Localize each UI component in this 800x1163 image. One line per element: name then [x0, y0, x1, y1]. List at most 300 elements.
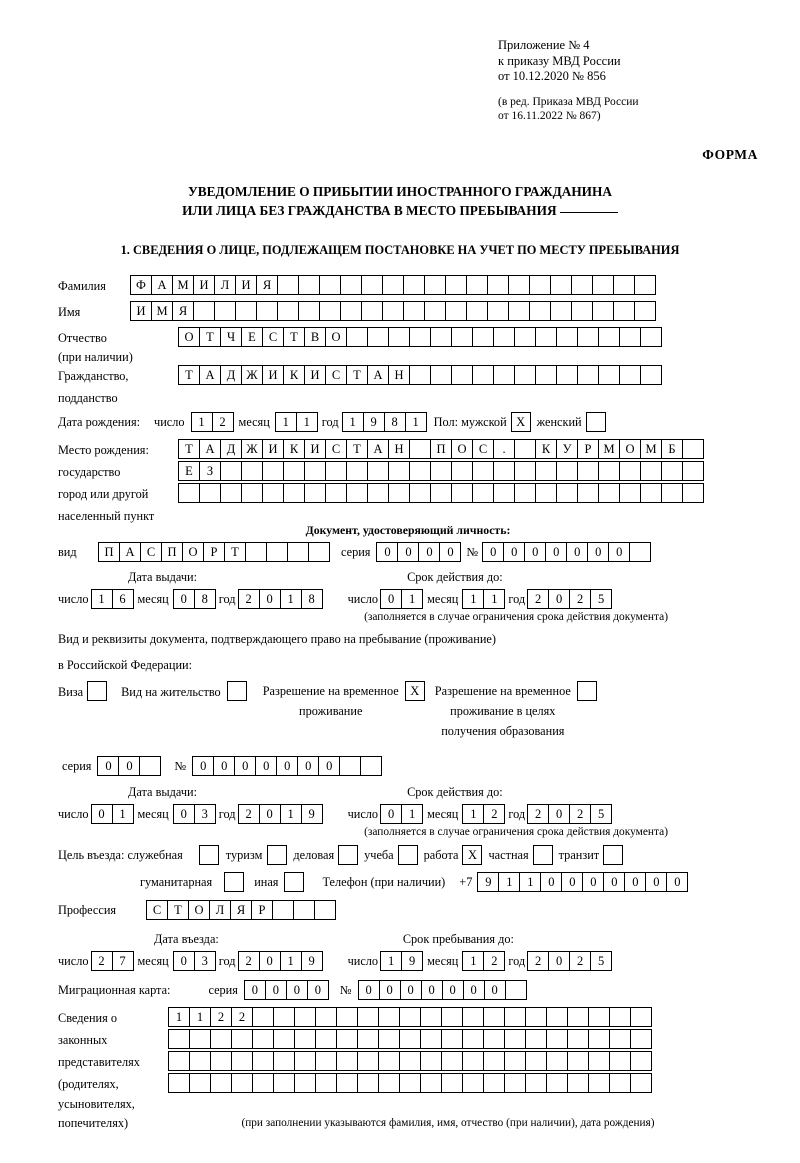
- form-cell[interactable]: [210, 1051, 232, 1071]
- birth-place-row-3-input[interactable]: [178, 483, 703, 503]
- form-cell[interactable]: [567, 1051, 589, 1071]
- form-cell[interactable]: 0: [297, 756, 319, 776]
- form-cell[interactable]: [388, 461, 410, 481]
- form-cell[interactable]: [168, 1029, 190, 1049]
- form-cell[interactable]: 8: [384, 412, 406, 432]
- form-cell[interactable]: [430, 327, 452, 347]
- form-cell[interactable]: П: [161, 542, 183, 562]
- form-cell[interactable]: [466, 301, 488, 321]
- form-cell[interactable]: [378, 1029, 400, 1049]
- form-cell[interactable]: [336, 1073, 358, 1093]
- form-cell[interactable]: [315, 1051, 337, 1071]
- form-cell[interactable]: [525, 1007, 547, 1027]
- form-cell[interactable]: О: [188, 900, 210, 920]
- form-cell[interactable]: 8: [194, 589, 216, 609]
- form-cell[interactable]: 2: [91, 951, 113, 971]
- form-cell[interactable]: 1: [462, 804, 484, 824]
- form-cell[interactable]: 0: [118, 756, 140, 776]
- form-cell[interactable]: П: [430, 439, 452, 459]
- form-cell[interactable]: [199, 483, 221, 503]
- form-cell[interactable]: А: [119, 542, 141, 562]
- form-cell[interactable]: П: [98, 542, 120, 562]
- form-cell[interactable]: [529, 275, 551, 295]
- form-cell[interactable]: [314, 900, 336, 920]
- form-cell[interactable]: 7: [112, 951, 134, 971]
- purpose-tourism-checkbox[interactable]: [267, 845, 287, 865]
- form-cell[interactable]: [336, 1007, 358, 1027]
- form-cell[interactable]: Т: [346, 439, 368, 459]
- form-cell[interactable]: [252, 1029, 274, 1049]
- form-cell[interactable]: [487, 301, 509, 321]
- form-cell[interactable]: [409, 461, 431, 481]
- form-cell[interactable]: [241, 461, 263, 481]
- doc-series-input[interactable]: [376, 542, 460, 562]
- form-cell[interactable]: [399, 1073, 421, 1093]
- form-cell[interactable]: [483, 1051, 505, 1071]
- form-cell[interactable]: Б: [661, 439, 683, 459]
- form-cell[interactable]: [357, 1051, 379, 1071]
- form-cell[interactable]: [634, 301, 656, 321]
- form-cell[interactable]: 0: [192, 756, 214, 776]
- form-cell[interactable]: [420, 1051, 442, 1071]
- form-cell[interactable]: [319, 275, 341, 295]
- form-cell[interactable]: [472, 365, 494, 385]
- form-cell[interactable]: [360, 756, 382, 776]
- form-cell[interactable]: [640, 365, 662, 385]
- form-cell[interactable]: 0: [582, 872, 604, 892]
- form-cell[interactable]: [556, 461, 578, 481]
- form-cell[interactable]: 0: [548, 589, 570, 609]
- form-cell[interactable]: 0: [380, 589, 402, 609]
- form-cell[interactable]: 0: [666, 872, 688, 892]
- doc-issue-day-input[interactable]: [91, 589, 133, 609]
- form-cell[interactable]: [514, 365, 536, 385]
- form-cell[interactable]: О: [325, 327, 347, 347]
- form-cell[interactable]: 0: [439, 542, 461, 562]
- form-cell[interactable]: Ж: [241, 439, 263, 459]
- form-cell[interactable]: С: [472, 439, 494, 459]
- form-cell[interactable]: [388, 483, 410, 503]
- sex-male-checkbox[interactable]: X: [511, 412, 531, 432]
- form-cell[interactable]: [315, 1073, 337, 1093]
- form-cell[interactable]: [556, 327, 578, 347]
- form-cell[interactable]: А: [367, 439, 389, 459]
- right-issue-year-input[interactable]: [238, 804, 322, 824]
- birth-year-input[interactable]: [342, 412, 426, 432]
- form-cell[interactable]: С: [325, 439, 347, 459]
- form-cell[interactable]: 0: [259, 951, 281, 971]
- form-cell[interactable]: Л: [214, 275, 236, 295]
- form-cell[interactable]: М: [640, 439, 662, 459]
- form-cell[interactable]: [294, 1007, 316, 1027]
- form-cell[interactable]: [378, 1007, 400, 1027]
- form-cell[interactable]: [451, 365, 473, 385]
- form-cell[interactable]: [336, 1051, 358, 1071]
- form-cell[interactable]: Т: [178, 365, 200, 385]
- form-cell[interactable]: 1: [380, 951, 402, 971]
- form-cell[interactable]: [588, 1051, 610, 1071]
- form-cell[interactable]: [493, 461, 515, 481]
- form-cell[interactable]: [613, 275, 635, 295]
- stay-day-input[interactable]: [380, 951, 422, 971]
- form-cell[interactable]: [178, 483, 200, 503]
- form-cell[interactable]: [403, 275, 425, 295]
- doc-number-input[interactable]: [482, 542, 650, 562]
- form-cell[interactable]: [277, 301, 299, 321]
- form-cell[interactable]: И: [304, 365, 326, 385]
- form-cell[interactable]: [567, 1007, 589, 1027]
- form-cell[interactable]: 1: [405, 412, 427, 432]
- form-cell[interactable]: 2: [238, 951, 260, 971]
- form-cell[interactable]: Т: [283, 327, 305, 347]
- form-cell[interactable]: [304, 461, 326, 481]
- form-cell[interactable]: [361, 275, 383, 295]
- form-cell[interactable]: 0: [97, 756, 119, 776]
- right-issue-month-input[interactable]: [173, 804, 215, 824]
- form-cell[interactable]: [231, 1073, 253, 1093]
- form-cell[interactable]: [210, 1029, 232, 1049]
- form-cell[interactable]: М: [151, 301, 173, 321]
- form-cell[interactable]: 0: [318, 756, 340, 776]
- form-cell[interactable]: [420, 1073, 442, 1093]
- form-cell[interactable]: [424, 301, 446, 321]
- form-cell[interactable]: [273, 1029, 295, 1049]
- form-cell[interactable]: 2: [527, 951, 549, 971]
- form-cell[interactable]: [262, 483, 284, 503]
- form-cell[interactable]: [189, 1029, 211, 1049]
- form-cell[interactable]: К: [535, 439, 557, 459]
- form-cell[interactable]: [388, 327, 410, 347]
- form-cell[interactable]: [441, 1007, 463, 1027]
- doc-issue-month-input[interactable]: [173, 589, 215, 609]
- form-cell[interactable]: [682, 439, 704, 459]
- form-cell[interactable]: М: [172, 275, 194, 295]
- form-cell[interactable]: [266, 542, 288, 562]
- form-cell[interactable]: [609, 1073, 631, 1093]
- form-cell[interactable]: [504, 1051, 526, 1071]
- form-cell[interactable]: [441, 1073, 463, 1093]
- form-cell[interactable]: [441, 1029, 463, 1049]
- form-cell[interactable]: [577, 483, 599, 503]
- form-cell[interactable]: 2: [569, 951, 591, 971]
- stay-month-input[interactable]: [462, 951, 504, 971]
- form-cell[interactable]: 2: [238, 804, 260, 824]
- form-cell[interactable]: С: [140, 542, 162, 562]
- form-cell[interactable]: 5: [590, 951, 612, 971]
- form-cell[interactable]: 0: [213, 756, 235, 776]
- form-cell[interactable]: О: [182, 542, 204, 562]
- form-cell[interactable]: Е: [178, 461, 200, 481]
- form-cell[interactable]: [508, 301, 530, 321]
- form-cell[interactable]: [256, 301, 278, 321]
- form-cell[interactable]: [210, 1073, 232, 1093]
- form-cell[interactable]: 2: [483, 804, 505, 824]
- form-cell[interactable]: 0: [645, 872, 667, 892]
- form-cell[interactable]: [514, 461, 536, 481]
- form-cell[interactable]: [535, 461, 557, 481]
- form-cell[interactable]: [525, 1073, 547, 1093]
- form-cell[interactable]: И: [304, 439, 326, 459]
- form-cell[interactable]: К: [283, 365, 305, 385]
- doc-valid-month-input[interactable]: [462, 589, 504, 609]
- form-cell[interactable]: 0: [376, 542, 398, 562]
- purpose-work-checkbox[interactable]: X: [462, 845, 482, 865]
- form-cell[interactable]: [514, 483, 536, 503]
- form-cell[interactable]: [619, 327, 641, 347]
- form-cell[interactable]: [445, 301, 467, 321]
- form-cell[interactable]: 0: [173, 804, 195, 824]
- form-cell[interactable]: [424, 275, 446, 295]
- form-cell[interactable]: [272, 900, 294, 920]
- form-cell[interactable]: В: [304, 327, 326, 347]
- birth-day-input[interactable]: [191, 412, 233, 432]
- form-cell[interactable]: 2: [569, 804, 591, 824]
- form-cell[interactable]: 2: [231, 1007, 253, 1027]
- form-cell[interactable]: [293, 900, 315, 920]
- doc-issue-year-input[interactable]: [238, 589, 322, 609]
- form-cell[interactable]: Р: [577, 439, 599, 459]
- form-cell[interactable]: [567, 1029, 589, 1049]
- form-cell[interactable]: 1: [91, 589, 113, 609]
- birth-place-row-2-input[interactable]: [178, 461, 703, 481]
- form-cell[interactable]: 1: [112, 804, 134, 824]
- form-cell[interactable]: [252, 1007, 274, 1027]
- form-cell[interactable]: [472, 461, 494, 481]
- form-cell[interactable]: [546, 1029, 568, 1049]
- form-cell[interactable]: 0: [545, 542, 567, 562]
- form-cell[interactable]: 1: [342, 412, 364, 432]
- form-cell[interactable]: [493, 483, 515, 503]
- form-cell[interactable]: С: [146, 900, 168, 920]
- form-cell[interactable]: [283, 461, 305, 481]
- form-cell[interactable]: 0: [379, 980, 401, 1000]
- form-cell[interactable]: 0: [265, 980, 287, 1000]
- form-cell[interactable]: Т: [224, 542, 246, 562]
- right-valid-day-input[interactable]: [380, 804, 422, 824]
- stay-year-input[interactable]: [527, 951, 611, 971]
- form-cell[interactable]: 0: [463, 980, 485, 1000]
- legal-rep-row-4-input[interactable]: [168, 1073, 651, 1093]
- form-cell[interactable]: [340, 275, 362, 295]
- form-cell[interactable]: [505, 980, 527, 1000]
- form-cell[interactable]: 8: [301, 589, 323, 609]
- form-cell[interactable]: [420, 1007, 442, 1027]
- form-cell[interactable]: О: [619, 439, 641, 459]
- form-cell[interactable]: 0: [418, 542, 440, 562]
- form-cell[interactable]: 5: [590, 589, 612, 609]
- form-cell[interactable]: [336, 1029, 358, 1049]
- form-cell[interactable]: [346, 461, 368, 481]
- form-cell[interactable]: [235, 301, 257, 321]
- form-cell[interactable]: [273, 1007, 295, 1027]
- form-cell[interactable]: [567, 1073, 589, 1093]
- form-cell[interactable]: [514, 439, 536, 459]
- form-cell[interactable]: 2: [212, 412, 234, 432]
- form-cell[interactable]: [168, 1051, 190, 1071]
- form-cell[interactable]: [483, 1007, 505, 1027]
- right-doc-number-input[interactable]: [192, 756, 381, 776]
- form-cell[interactable]: [382, 301, 404, 321]
- form-cell[interactable]: Н: [388, 365, 410, 385]
- form-cell[interactable]: [483, 1029, 505, 1049]
- form-cell[interactable]: [514, 327, 536, 347]
- form-cell[interactable]: 0: [276, 756, 298, 776]
- form-cell[interactable]: 0: [482, 542, 504, 562]
- form-cell[interactable]: 0: [603, 872, 625, 892]
- form-cell[interactable]: Н: [388, 439, 410, 459]
- form-cell[interactable]: 9: [363, 412, 385, 432]
- form-cell[interactable]: 0: [484, 980, 506, 1000]
- form-cell[interactable]: 0: [442, 980, 464, 1000]
- form-cell[interactable]: 2: [238, 589, 260, 609]
- form-cell[interactable]: [462, 1007, 484, 1027]
- form-cell[interactable]: [598, 461, 620, 481]
- form-cell[interactable]: [619, 365, 641, 385]
- form-cell[interactable]: 9: [401, 951, 423, 971]
- form-cell[interactable]: [262, 461, 284, 481]
- form-cell[interactable]: [462, 1051, 484, 1071]
- form-cell[interactable]: Ф: [130, 275, 152, 295]
- form-cell[interactable]: [399, 1007, 421, 1027]
- form-cell[interactable]: [273, 1073, 295, 1093]
- form-cell[interactable]: [441, 1051, 463, 1071]
- form-cell[interactable]: [504, 1007, 526, 1027]
- form-cell[interactable]: 3: [194, 804, 216, 824]
- form-cell[interactable]: [609, 1051, 631, 1071]
- form-cell[interactable]: И: [193, 275, 215, 295]
- form-cell[interactable]: [630, 1029, 652, 1049]
- form-cell[interactable]: [430, 483, 452, 503]
- form-cell[interactable]: [598, 365, 620, 385]
- form-cell[interactable]: [525, 1029, 547, 1049]
- form-cell[interactable]: Т: [346, 365, 368, 385]
- form-cell[interactable]: 2: [210, 1007, 232, 1027]
- form-cell[interactable]: [661, 483, 683, 503]
- form-cell[interactable]: [535, 365, 557, 385]
- purpose-transit-checkbox[interactable]: [603, 845, 623, 865]
- form-cell[interactable]: [629, 542, 651, 562]
- form-cell[interactable]: М: [598, 439, 620, 459]
- purpose-service-checkbox[interactable]: [199, 845, 219, 865]
- form-cell[interactable]: 2: [527, 804, 549, 824]
- form-cell[interactable]: [483, 1073, 505, 1093]
- form-cell[interactable]: [189, 1073, 211, 1093]
- form-cell[interactable]: [487, 275, 509, 295]
- form-cell[interactable]: [367, 327, 389, 347]
- form-cell[interactable]: [403, 301, 425, 321]
- form-cell[interactable]: 1: [519, 872, 541, 892]
- form-cell[interactable]: [546, 1073, 568, 1093]
- form-cell[interactable]: 2: [569, 589, 591, 609]
- purpose-other-checkbox[interactable]: [284, 872, 304, 892]
- form-cell[interactable]: И: [262, 365, 284, 385]
- form-cell[interactable]: [304, 483, 326, 503]
- form-cell[interactable]: [592, 301, 614, 321]
- form-cell[interactable]: [294, 1029, 316, 1049]
- form-cell[interactable]: 0: [286, 980, 308, 1000]
- form-cell[interactable]: [430, 365, 452, 385]
- form-cell[interactable]: Т: [199, 327, 221, 347]
- form-cell[interactable]: [634, 275, 656, 295]
- form-cell[interactable]: 1: [189, 1007, 211, 1027]
- form-cell[interactable]: А: [199, 439, 221, 459]
- form-cell[interactable]: 6: [112, 589, 134, 609]
- form-cell[interactable]: [577, 365, 599, 385]
- form-cell[interactable]: [529, 301, 551, 321]
- form-cell[interactable]: [556, 483, 578, 503]
- form-cell[interactable]: [346, 483, 368, 503]
- temp-residence-checkbox[interactable]: X: [405, 681, 425, 701]
- form-cell[interactable]: 3: [194, 951, 216, 971]
- form-cell[interactable]: [315, 1007, 337, 1027]
- form-cell[interactable]: [619, 461, 641, 481]
- form-cell[interactable]: А: [367, 365, 389, 385]
- form-cell[interactable]: 1: [498, 872, 520, 892]
- form-cell[interactable]: 0: [244, 980, 266, 1000]
- form-cell[interactable]: С: [325, 365, 347, 385]
- form-cell[interactable]: Ж: [241, 365, 263, 385]
- form-cell[interactable]: Е: [241, 327, 263, 347]
- form-cell[interactable]: [556, 365, 578, 385]
- birth-month-input[interactable]: [275, 412, 317, 432]
- form-cell[interactable]: [378, 1073, 400, 1093]
- surname-input[interactable]: [130, 275, 655, 295]
- form-cell[interactable]: 0: [524, 542, 546, 562]
- form-cell[interactable]: 0: [400, 980, 422, 1000]
- form-cell[interactable]: [619, 483, 641, 503]
- form-cell[interactable]: [630, 1073, 652, 1093]
- form-cell[interactable]: Р: [251, 900, 273, 920]
- form-cell[interactable]: [139, 756, 161, 776]
- form-cell[interactable]: [546, 1051, 568, 1071]
- legal-rep-row-1-input[interactable]: [168, 1007, 651, 1027]
- form-cell[interactable]: 0: [540, 872, 562, 892]
- form-cell[interactable]: Я: [256, 275, 278, 295]
- form-cell[interactable]: [588, 1007, 610, 1027]
- form-cell[interactable]: [682, 461, 704, 481]
- form-cell[interactable]: Р: [203, 542, 225, 562]
- doc-valid-year-input[interactable]: [527, 589, 611, 609]
- form-cell[interactable]: [382, 275, 404, 295]
- form-cell[interactable]: [504, 1029, 526, 1049]
- form-cell[interactable]: [430, 461, 452, 481]
- form-cell[interactable]: [252, 1051, 274, 1071]
- form-cell[interactable]: Я: [172, 301, 194, 321]
- name-input[interactable]: [130, 301, 655, 321]
- form-cell[interactable]: [241, 483, 263, 503]
- form-cell[interactable]: [357, 1007, 379, 1027]
- form-cell[interactable]: [493, 327, 515, 347]
- form-cell[interactable]: [294, 1051, 316, 1071]
- form-cell[interactable]: [588, 1029, 610, 1049]
- residence-checkbox[interactable]: [227, 681, 247, 701]
- form-cell[interactable]: З: [199, 461, 221, 481]
- form-cell[interactable]: [325, 461, 347, 481]
- visa-checkbox[interactable]: [87, 681, 107, 701]
- form-cell[interactable]: Т: [167, 900, 189, 920]
- form-cell[interactable]: [298, 275, 320, 295]
- form-cell[interactable]: [535, 327, 557, 347]
- form-cell[interactable]: И: [130, 301, 152, 321]
- form-cell[interactable]: [592, 275, 614, 295]
- form-cell[interactable]: [315, 1029, 337, 1049]
- form-cell[interactable]: [571, 275, 593, 295]
- form-cell[interactable]: [546, 1007, 568, 1027]
- edu-residence-checkbox[interactable]: [577, 681, 597, 701]
- profession-input[interactable]: [146, 900, 335, 920]
- form-cell[interactable]: [399, 1051, 421, 1071]
- form-cell[interactable]: 1: [280, 951, 302, 971]
